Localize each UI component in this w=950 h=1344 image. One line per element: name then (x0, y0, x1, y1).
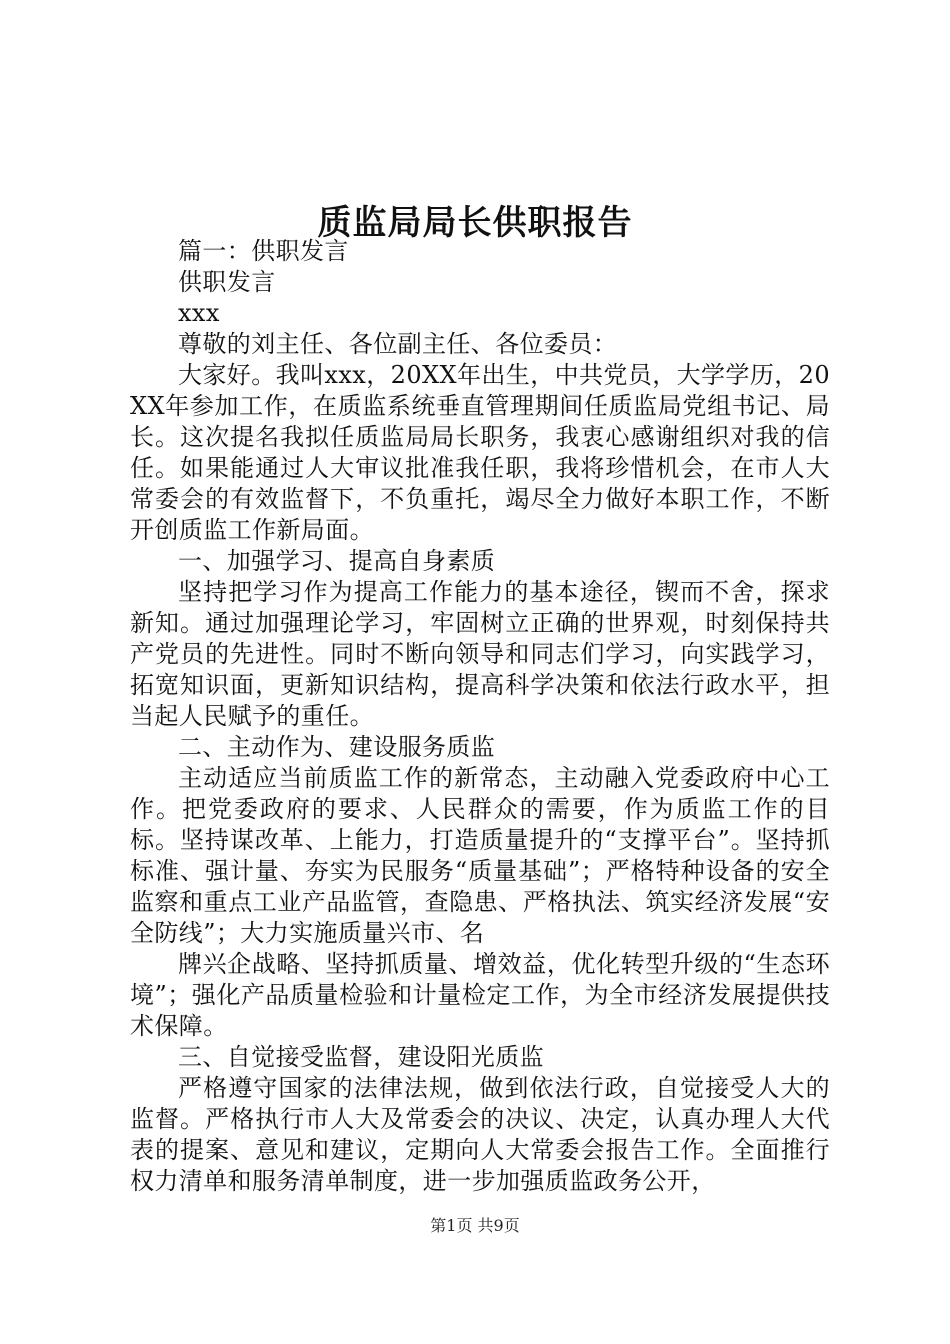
body-paragraph: 坚持把学习作为提高工作能力的基本途径，锲而不舍，探求新知。通过加强理论学习，牢固树立正确的世界观，时刻保持共产党员的先进性。同时不断向领导和同志们学习，向实践学习，拓宽知识面，更新知识结构，提高科学决策和依法行政水平，担当起人民赋予的重任。 (130, 578, 830, 730)
body-paragraph: 牌兴企战略、坚持抓质量、增效益，优化转型升级的“生态环境”；强化产品质量检验和计量检定工作，为全市经济发展提供技术保障。 (130, 950, 830, 1040)
body-paragraph: 严格遵守国家的法律法规，做到依法行政，自觉接受人大的监督。严格执行市人大及常委会的决议、决定，认真办理人大代表的提案、意见和建议，定期向人大常委会报告工作。全面推行权力清单和服务清单制度，进一步加强质监政务公开， (130, 1074, 830, 1195)
document-title: 质监局局长供职报告 (317, 202, 633, 243)
page-footer (0, 1215, 950, 1237)
subsection-heading: 二、主动作为、建设服务质监 (178, 733, 496, 761)
document-body (130, 236, 830, 1197)
salutation: 尊敬的刘主任、各位副主任、各位委员： (178, 330, 618, 358)
body-paragraph: 大家好。我叫xxx，20XX年出生，中共党员，大学学历，20XX年参加工作，在质监系统垂直管理期间任质监局党组书记、局长。这次提名我拟任质监局局长职务，我衷心感谢组织对我的信任。如果能通过人大审议批准我任职，我将珍惜机会，在市人大常委会的有效监督下，不负重托，竭尽全力做好本职工作，不断开创质监工作新局面。 (130, 361, 830, 544)
subsection-heading: 三、自觉接受监督，建设阳光质监 (178, 1043, 544, 1071)
speaker-name: xxx (178, 299, 220, 327)
page-number: 第1页 共9页 (430, 1216, 520, 1235)
section-heading: 篇一：供职发言 (178, 237, 349, 265)
speech-title: 供职发言 (178, 268, 276, 296)
body-paragraph: 主动适应当前质监工作的新常态，主动融入党委政府中心工作。把党委政府的要求、人民群众的需要，作为质监工作的目标。坚持谋改革、上能力，打造质量提升的“支撑平台”。坚持抓标准、强计量、夯实为民服务“质量基础”；严格特种设备的安全监察和重点工业产品监管，查隐患、严格执法、筑实经济发展“安全防线”；大力实施质量兴市、名 (130, 764, 830, 947)
subsection-heading: 一、加强学习、提高自身素质 (178, 547, 496, 575)
